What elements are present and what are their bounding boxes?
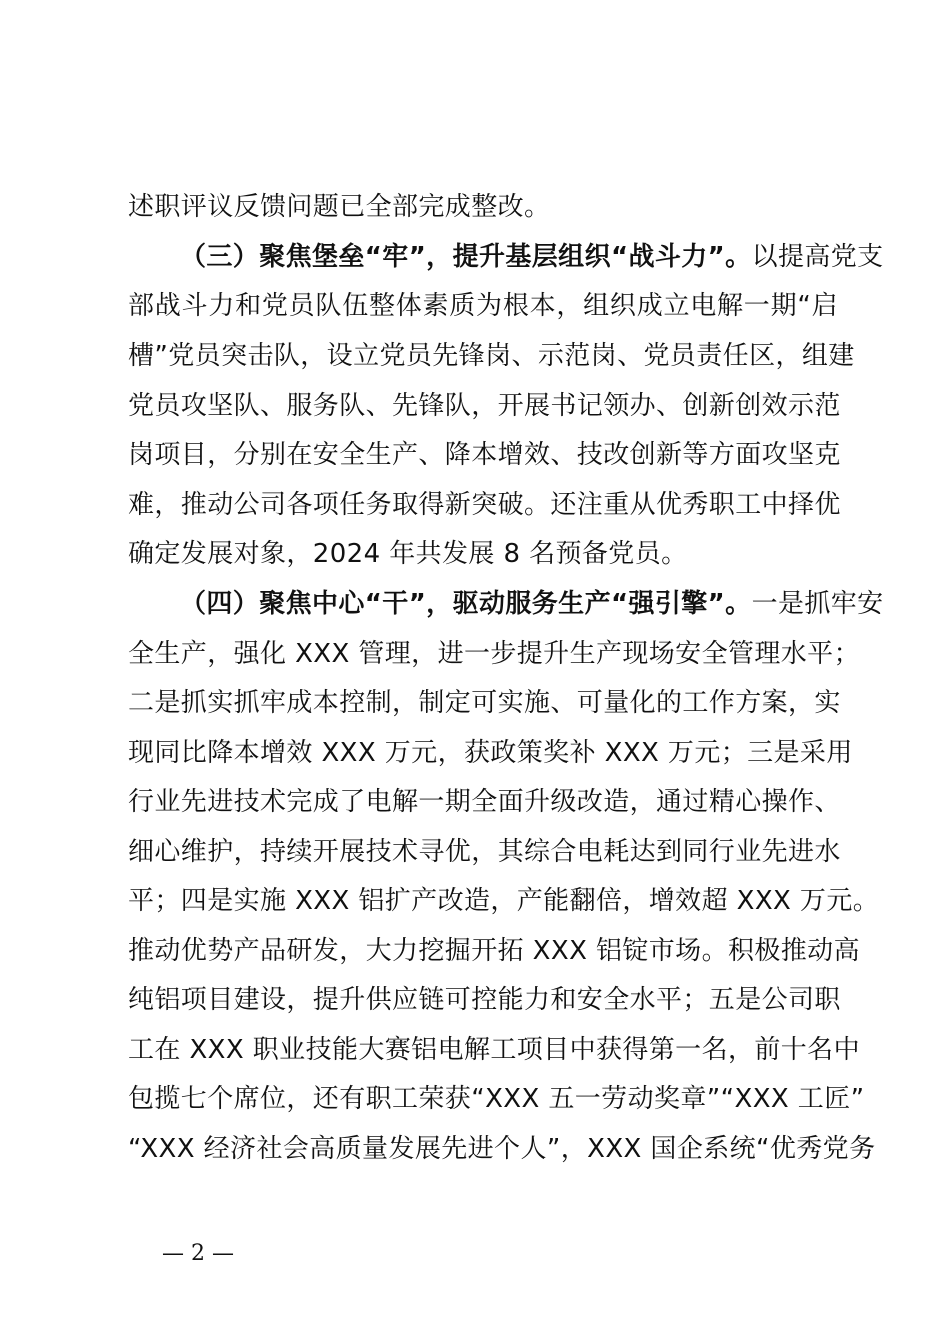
paragraph-line — [128, 686, 841, 720]
line-text: 现同比降本增效 XXX 万元，获政策奖补 XXX 万元；三是采用 — [128, 738, 853, 768]
line-text: 一是抓牢安 — [751, 589, 884, 619]
paragraph-line — [128, 637, 860, 671]
line-text: 纯铝项目建设，提升供应链可控能力和安全水平；五是公司职 — [128, 985, 841, 1015]
paragraph-line — [128, 1033, 860, 1067]
paragraph-line — [128, 835, 841, 869]
line-text: 述职评议反馈问题已全部完成整改。 — [128, 192, 551, 222]
paragraph-line — [128, 389, 841, 423]
paragraph-line — [128, 736, 853, 770]
line-text: 槽”党员突击队，设立党员先锋岗、示范岗、党员责任区，组建 — [128, 341, 855, 371]
paragraph-line — [128, 339, 855, 373]
paragraph-line — [128, 190, 838, 224]
line-text: “XXX 经济社会高质量发展先进个人”，XXX 国企系统“优秀党务 — [128, 1134, 876, 1164]
section-heading-line — [180, 587, 884, 621]
section-heading: （四）聚焦中心“干”，驱动服务生产“强引擎”。 — [180, 589, 752, 619]
paragraph-line — [128, 1132, 876, 1166]
line-text: 工在 XXX 职业技能大赛铝电解工项目中获得第一名，前十名中 — [128, 1035, 860, 1065]
paragraph-line — [128, 289, 838, 323]
paragraph-line — [128, 785, 841, 819]
line-text: 细心维护，持续开展技术寻优，其综合电耗达到同行业先进水 — [128, 837, 841, 867]
paragraph-line — [128, 438, 841, 472]
line-text: 平；四是实施 XXX 铝扩产改造，产能翻倍，增效超 XXX 万元。 — [128, 886, 880, 916]
paragraph-line — [128, 983, 841, 1017]
paragraph-line — [128, 488, 841, 522]
line-text: 行业先进技术完成了电解一期全面升级改造，通过精心操作、 — [128, 787, 841, 817]
line-text: 确定发展对象，2024 年共发展 8 名预备党员。 — [128, 539, 688, 569]
line-text: 全生产，强化 XXX 管理，进一步提升生产现场安全管理水平； — [128, 639, 860, 669]
line-text: 二是抓实抓牢成本控制，制定可实施、可量化的工作方案，实 — [128, 688, 841, 718]
paragraph-line — [128, 1082, 865, 1116]
section-heading-line — [180, 240, 884, 274]
line-text: 难，推动公司各项任务取得新突破。还注重从优秀职工中择优 — [128, 490, 841, 520]
line-text: 部战斗力和党员队伍整体素质为根本，组织成立电解一期“启 — [128, 291, 838, 321]
line-text: 党员攻坚队、服务队、先锋队，开展书记领办、创新创效示范 — [128, 391, 841, 421]
line-text: 以提高党支 — [751, 242, 884, 272]
line-text: 包揽七个席位，还有职工荣获“XXX 五一劳动奖章”“XXX 工匠” — [128, 1084, 865, 1114]
page-number: — 2 — — [162, 1241, 234, 1266]
paragraph-line — [128, 537, 838, 571]
paragraph-line — [128, 884, 880, 918]
section-heading: （三）聚焦堡垒“牢”，提升基层组织“战斗力”。 — [180, 242, 752, 272]
line-text: 推动优势产品研发，大力挖掘开拓 XXX 铝锭市场。积极推动高 — [128, 936, 860, 966]
paragraph-line — [128, 934, 860, 968]
line-text: 岗项目，分别在安全生产、降本增效、技改创新等方面攻坚克 — [128, 440, 841, 470]
